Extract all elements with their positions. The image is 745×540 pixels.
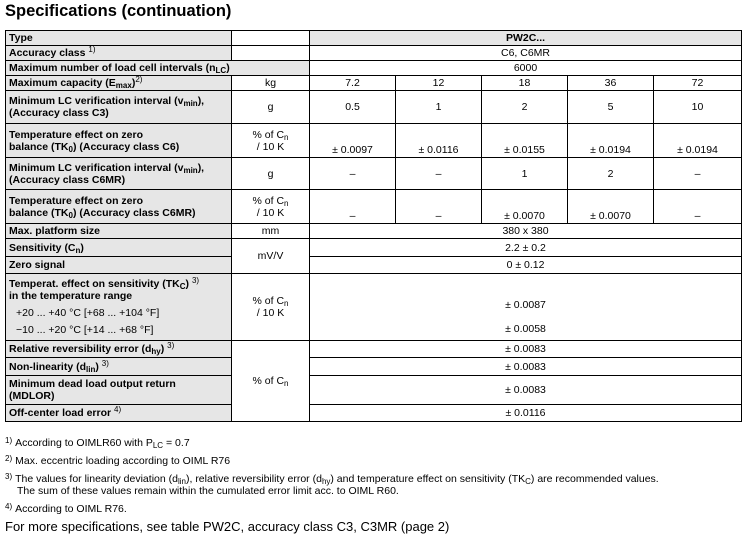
value-cell: 2 <box>482 91 568 124</box>
value-cell: 380 x 380 <box>310 224 742 239</box>
value-cell: ± 0.0083 <box>310 341 742 358</box>
table-row <box>6 124 742 158</box>
value-cell: 1 <box>396 91 482 124</box>
unit-cell: kg <box>232 76 310 91</box>
row-label: Temperature effect on zero balance $(TK_0)$ (Accuracy class C6) <box>6 124 232 158</box>
value-cell: 2 <box>568 158 654 190</box>
unit-cell: % of $C_n$ / 10 K <box>232 190 310 224</box>
table-row <box>6 405 742 422</box>
value-cell: 0.5 <box>310 91 396 124</box>
type-header-label: Type <box>6 31 232 46</box>
value-cell: ± 0.0194 <box>568 124 654 158</box>
value-cell: ± 0.0097 <box>310 124 396 158</box>
table-row <box>6 239 742 257</box>
value-cell: 2.2 ± 0.2 <box>310 239 742 257</box>
footnote-3: $^{3)}$ The values for linearity deviation $(d_{lin})$, relative reversibility error $(d_{hy})$ and temperature effect on sensitivity $(TK_C)$ are recommended values. The sum of these values remain within the cumulated error limit acc. to OIML R60. <box>5 472 659 497</box>
specifications-table <box>5 30 742 422</box>
value-cell: ± 0.0083 <box>310 376 742 405</box>
row-label: Minimum LC verification interval $(v_{min})$, (Accuracy class C6MR) <box>6 158 232 190</box>
value-cell: 10 <box>654 91 742 124</box>
value-cell: 18 <box>482 76 568 91</box>
table-row <box>6 76 742 91</box>
footnote-4: $^{4)}$ According to OIML R76. <box>5 502 127 515</box>
table-row <box>6 224 742 239</box>
table-row <box>6 190 742 224</box>
table-row <box>6 31 742 46</box>
value-cell: ± 0.0155 <box>482 124 568 158</box>
unit-cell: mm <box>232 224 310 239</box>
value-cell: ± 0.0116 <box>396 124 482 158</box>
value-cell: 72 <box>654 76 742 91</box>
value-cell: – <box>310 190 396 224</box>
value-cell: ± 0.0070 <box>568 190 654 224</box>
unit-cell: % of $C_n$ / 10 K <box>232 124 310 158</box>
page-title: Specifications (continuation) <box>5 2 232 20</box>
value-cell: – <box>654 158 742 190</box>
value-cell: ± 0.0070 <box>482 190 568 224</box>
row-label: Sensitivity $(C_n)$ <box>6 239 232 257</box>
value-cell: ± 0.0116 <box>310 405 742 422</box>
row-label: Minimum dead load output return (MDLOR) <box>6 376 232 405</box>
value-cell: 36 <box>568 76 654 91</box>
value-cell: ± 0.0194 <box>654 124 742 158</box>
value-cell: – <box>396 190 482 224</box>
table-row <box>6 91 742 124</box>
table-row <box>6 46 742 61</box>
row-label: Zero signal <box>6 257 232 274</box>
table-row <box>6 257 742 274</box>
unit-cell: % of $C_n$ <box>232 341 310 422</box>
table-row <box>6 61 742 76</box>
unit-cell: % of $C_n$ / 10 K <box>232 274 310 341</box>
unit-cell: mV/V <box>232 239 310 274</box>
row-label: Off-center load error $^{4)}$ <box>6 405 232 422</box>
row-label: Non-linearity $(d_{lin})$ $^{3)}$ <box>6 358 232 376</box>
value-cell: 12 <box>396 76 482 91</box>
table-row <box>6 158 742 190</box>
row-label: Max. platform size <box>6 224 232 239</box>
row-label: Temperature effect on zero balance $(TK_0)$ (Accuracy class C6MR) <box>6 190 232 224</box>
footnote-1: $^{1)}$ According to OIMLR60 with $P_{LC} = 0.7$ <box>5 436 190 450</box>
model-header: PW2C... <box>310 31 742 46</box>
unit-cell: g <box>232 158 310 190</box>
unit-cell: g <box>232 91 310 124</box>
value-cell: – <box>310 158 396 190</box>
value-cell: – <box>654 190 742 224</box>
value-cell: ± 0.0087 ± 0.0058 <box>310 274 742 341</box>
value-cell: 1 <box>482 158 568 190</box>
value-cell: ± 0.0083 <box>310 358 742 376</box>
row-label: Minimum LC verification interval $(v_{min})$, (Accuracy class C3) <box>6 91 232 124</box>
row-label: Maximum capacity $(E_{max})^{2)}$ <box>6 76 232 91</box>
max-intervals-value: 6000 <box>310 61 742 76</box>
value-cell: 0 ± 0.12 <box>310 257 742 274</box>
row-label: Accuracy class $^{1)}$ <box>6 46 232 61</box>
row-label: Relative reversibility error $(d_{hy})$ $^{3)}$ <box>6 341 232 358</box>
footnote-2: $^{2)}$ Max. eccentric loading according to OIML R76 <box>5 454 231 467</box>
table-row <box>6 341 742 358</box>
table-row <box>6 358 742 376</box>
value-cell: – <box>396 158 482 190</box>
table-row <box>6 376 742 405</box>
more-specifications-note: For more specifications, see table PW2C, accuracy class C3, C3MR (page 2) <box>5 519 450 534</box>
row-label: Maximum number of load cell intervals $(n_{LC})$ <box>6 61 310 76</box>
value-cell: 7.2 <box>310 76 396 91</box>
row-label: Temperat. effect on sensitivity $(TK_C)$ $^{3)}$ in the temperature range +20 ... +40 °C [+68 ... +104 °F] −10 ... +20 °C [+14 ... +68 °F] <box>6 274 232 341</box>
value-cell: 5 <box>568 91 654 124</box>
table-row <box>6 274 742 341</box>
accuracy-class-value: C6, C6MR <box>310 46 742 61</box>
